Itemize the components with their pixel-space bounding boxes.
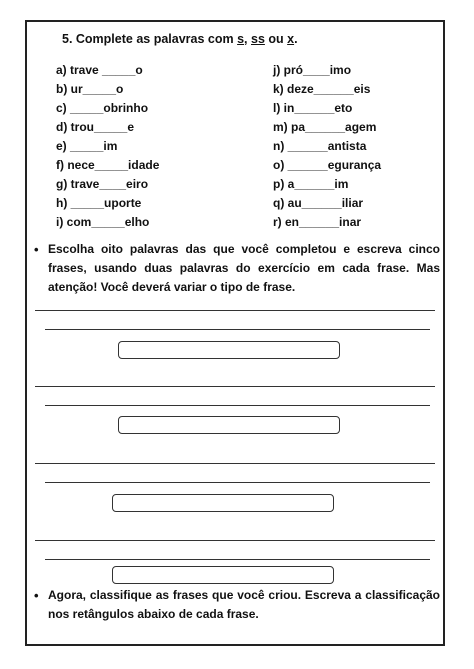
classification-box[interactable] xyxy=(118,341,340,359)
word-item-a[interactable]: a) trave _____o xyxy=(56,63,143,77)
word-item-q[interactable]: q) au______iliar xyxy=(273,196,364,210)
instruction-classify xyxy=(34,586,440,624)
word-item-i[interactable]: i) com_____elho xyxy=(56,215,150,229)
writing-line[interactable] xyxy=(35,463,435,464)
classification-box[interactable] xyxy=(112,494,334,512)
writing-line[interactable] xyxy=(45,482,430,483)
option-s: s xyxy=(237,32,245,46)
word-item-l[interactable]: l) in______eto xyxy=(273,101,353,115)
bullet-icon: • xyxy=(34,242,39,257)
word-item-h[interactable]: h) _____uporte xyxy=(56,196,142,210)
word-item-o[interactable]: o) ______egurança xyxy=(273,158,382,172)
word-item-k[interactable]: k) deze______eis xyxy=(273,82,371,96)
writing-line[interactable] xyxy=(45,329,430,330)
writing-line[interactable] xyxy=(45,559,430,560)
instruction-write-sentences xyxy=(34,240,440,297)
word-item-f[interactable]: f) nece_____idade xyxy=(56,158,160,172)
word-item-j[interactable]: j) pró____imo xyxy=(273,63,352,77)
word-item-g[interactable]: g) trave____eiro xyxy=(56,177,149,191)
word-item-m[interactable]: m) pa______agem xyxy=(273,120,377,134)
writing-line[interactable] xyxy=(45,405,430,406)
instruction-text: Escolha oito palavras das que você completou e escreva cinco frases, usando duas palavras do exercício em cada frase. Mas atenção! Você deverá variar o tipo de frase. xyxy=(48,242,440,294)
exercise-title: 5. Complete as palavras com s, ss ou x. xyxy=(62,32,298,46)
bullet-icon: • xyxy=(34,588,39,603)
word-item-n[interactable]: n) ______antista xyxy=(273,139,367,153)
word-item-e[interactable]: e) _____im xyxy=(56,139,118,153)
option-x: x xyxy=(287,32,295,46)
writing-line[interactable] xyxy=(35,386,435,387)
word-item-r[interactable]: r) en______inar xyxy=(273,215,362,229)
writing-line[interactable] xyxy=(35,310,435,311)
word-item-d[interactable]: d) trou_____e xyxy=(56,120,135,134)
classification-box[interactable] xyxy=(112,566,334,584)
option-ss: ss xyxy=(251,32,265,46)
word-item-b[interactable]: b) ur_____o xyxy=(56,82,124,96)
instruction-text: Agora, classifique as frases que você criou. Escreva a classificação nos retângulos abaixo de cada frase. xyxy=(48,588,440,621)
classification-box[interactable] xyxy=(118,416,340,434)
word-item-c[interactable]: c) _____obrinho xyxy=(56,101,149,115)
writing-line[interactable] xyxy=(35,540,435,541)
word-item-p[interactable]: p) a______im xyxy=(273,177,349,191)
